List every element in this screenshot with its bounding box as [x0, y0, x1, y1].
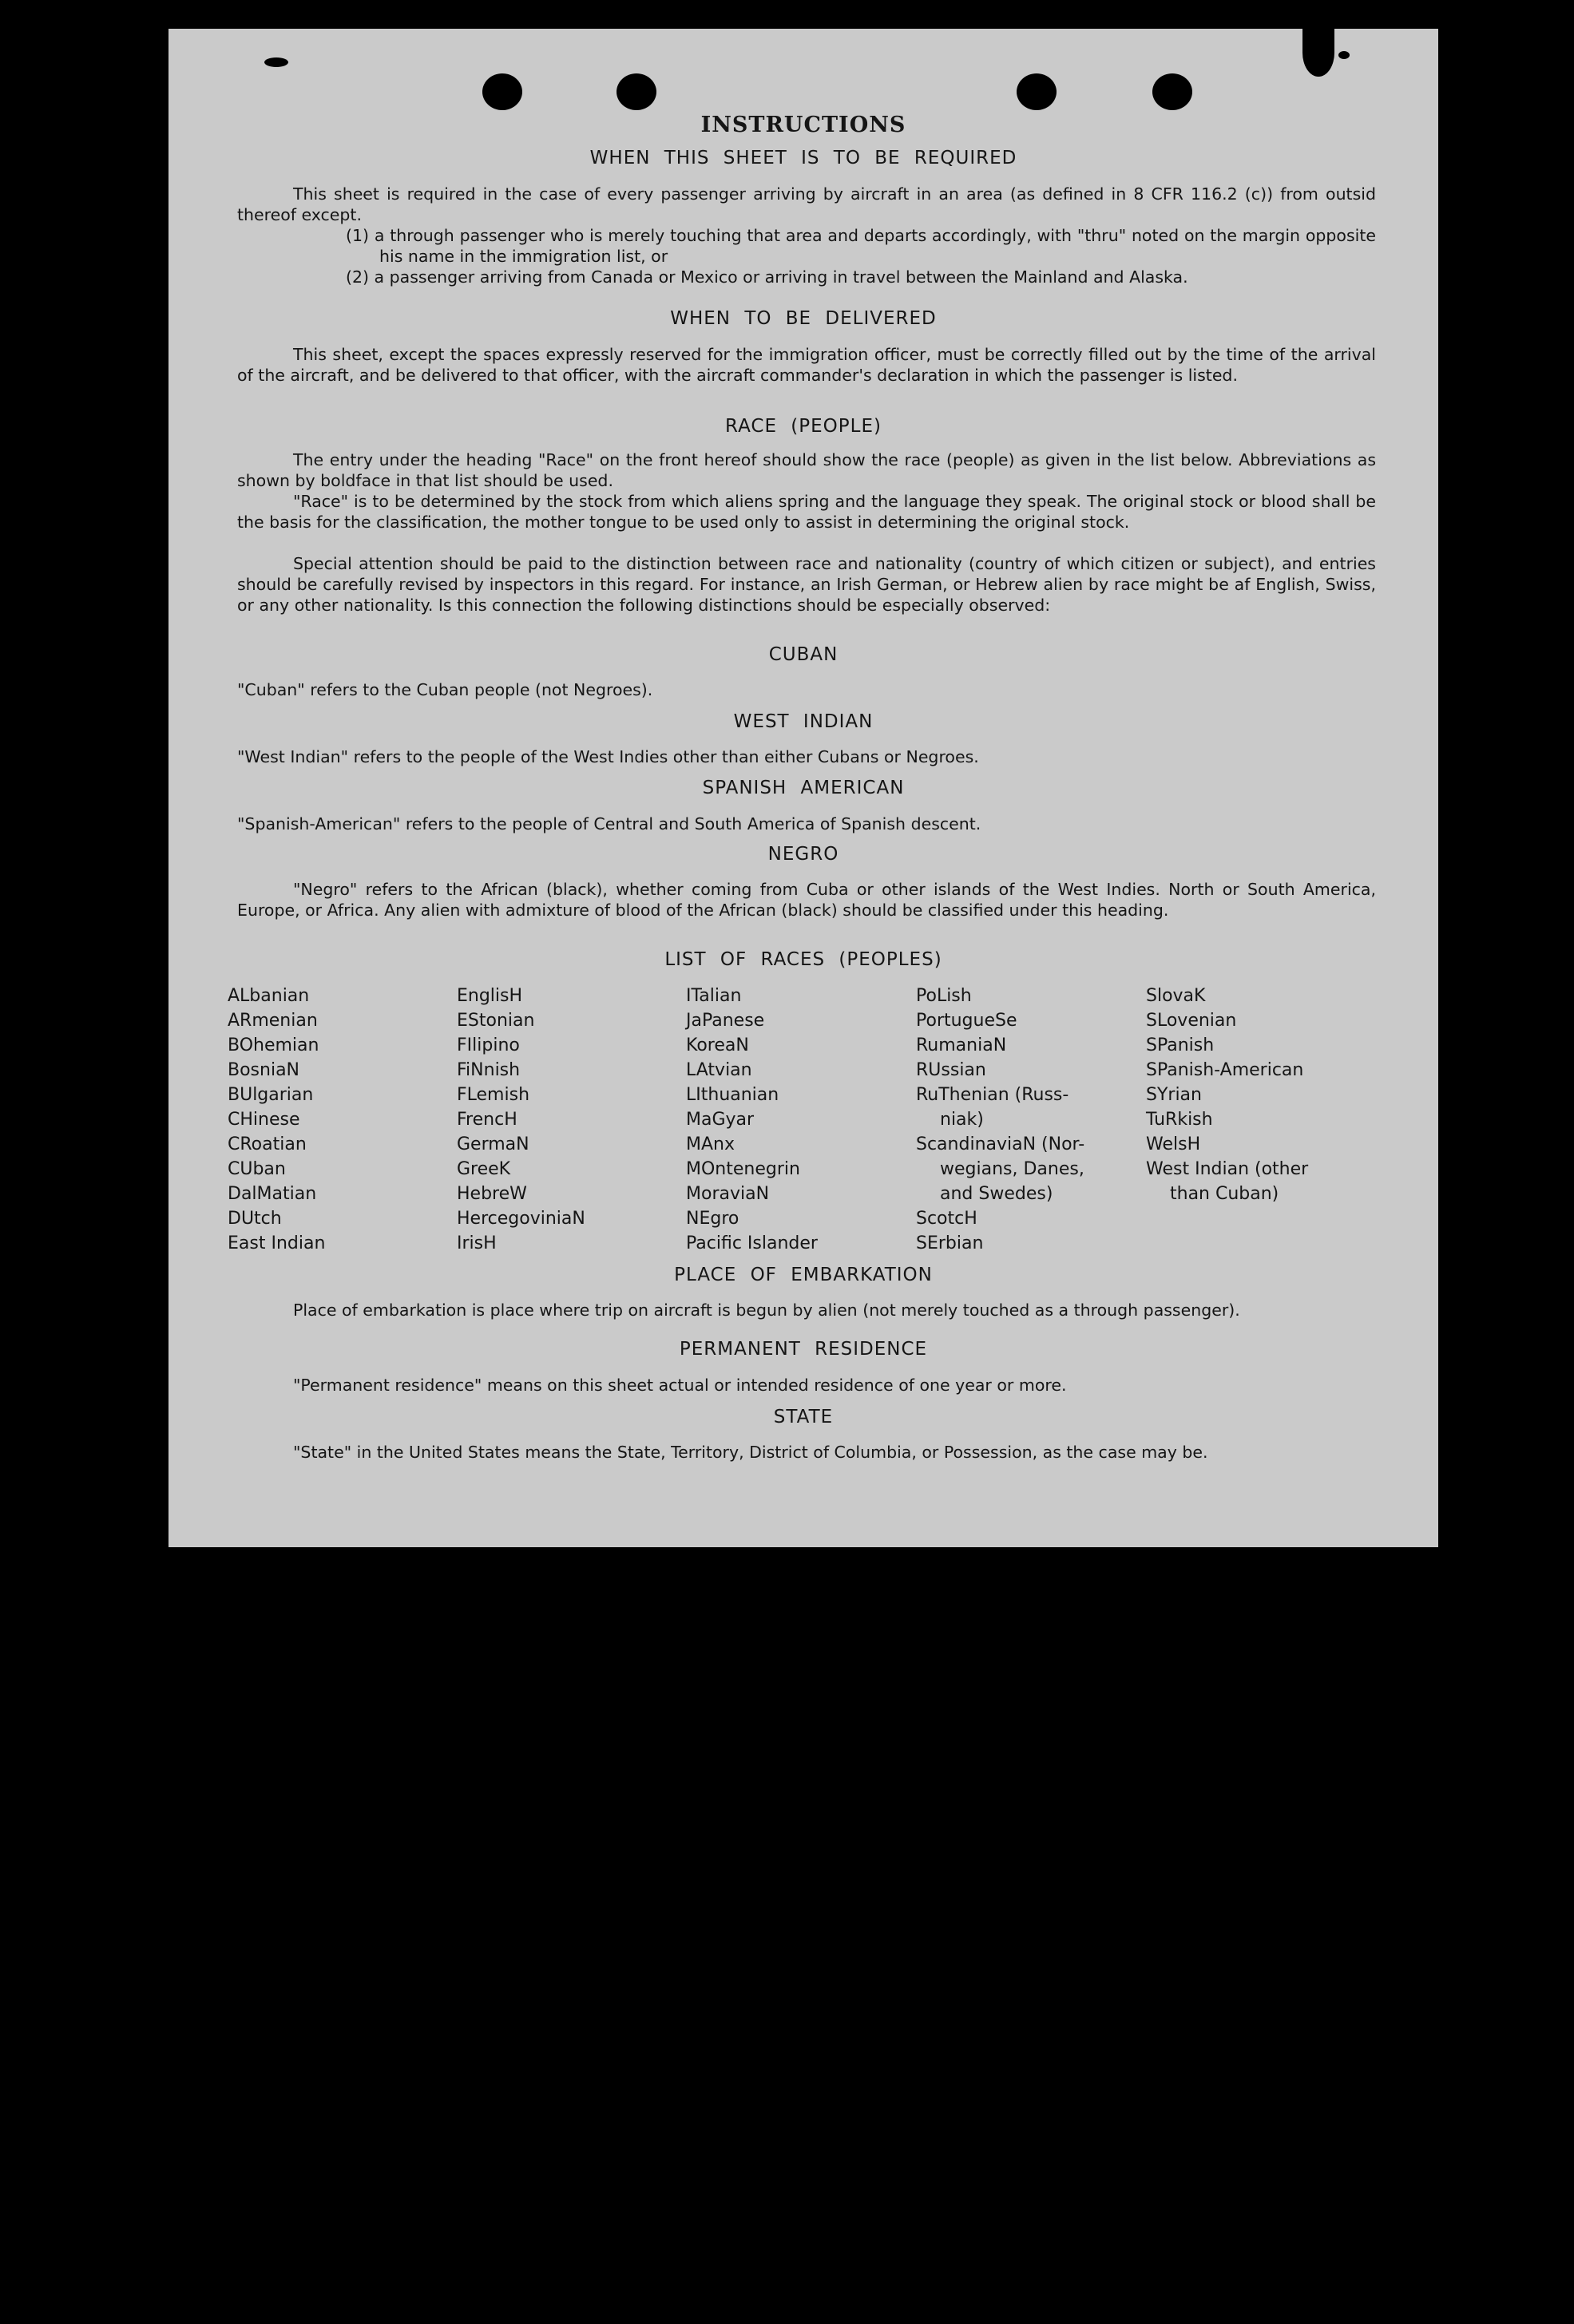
- race-item: CUban: [228, 1159, 286, 1179]
- heading-cuban: CUBAN: [768, 644, 839, 665]
- heading-west-indian: WEST INDIAN: [733, 711, 874, 732]
- heading-state: STATE: [773, 1407, 834, 1427]
- heading-spanish-american: SPANISH AMERICAN: [702, 778, 905, 798]
- race-item: NEgro: [686, 1209, 739, 1229]
- negro-text: "Negro" refers to the African (black), whether coming from Cuba or other islands of the West Indies. North or South America, Europe, or Africa. Any alien with admixture of blood of the African (black) should be classified under this heading.: [237, 880, 1376, 920]
- punch-hole: [617, 73, 656, 110]
- state-text: "State" in the United States means the State, Territory, District of Columbia, or Possession, as the case may be.: [293, 1443, 1208, 1462]
- heading-list-of-races: LIST OF RACES (PEOPLES): [664, 949, 942, 970]
- race-item: MAnx: [686, 1134, 735, 1154]
- heading-when-required: WHEN THIS SHEET IS TO BE REQUIRED: [589, 148, 1017, 168]
- race-item: LIthuanian: [686, 1085, 779, 1105]
- race-item: JaPanese: [686, 1011, 765, 1031]
- punch-hole: [1152, 73, 1192, 110]
- race-item: FLemish: [457, 1085, 530, 1105]
- race-item: IrisH: [457, 1233, 497, 1253]
- spanish-american-text: "Spanish-American" refers to the people of Central and South America of Spanish descent.: [237, 814, 981, 833]
- race-column-2: [457, 984, 688, 1256]
- race-item: ITalian: [686, 986, 742, 1006]
- race-item: CRoatian: [228, 1134, 307, 1154]
- race-item: ALbanian: [228, 986, 310, 1006]
- race-item: East Indian: [228, 1233, 326, 1253]
- race-column-1: [228, 984, 459, 1256]
- race-item: RUssian: [916, 1060, 986, 1080]
- race-column-5: [1146, 984, 1378, 1206]
- race-item: GreeK: [457, 1159, 511, 1179]
- race-item: PortugueSe: [916, 1011, 1017, 1031]
- race-item: GermaN: [457, 1134, 529, 1154]
- race-item: DUtch: [228, 1209, 282, 1229]
- race-item: MaGyar: [686, 1110, 755, 1130]
- race-item: RuThenian (Russ-: [916, 1085, 1069, 1105]
- race-item: ARmenian: [228, 1011, 318, 1031]
- race-paragraph-2: "Race" is to be determined by the stock from which aliens spring and the language they speak. The original stock or blood shall be the basis for the classification, the mother tongue to be used only to assist in determining the original stock.: [237, 492, 1376, 532]
- punch-hole: [482, 73, 522, 110]
- race-item: FiNnish: [457, 1060, 521, 1080]
- race-item: SPanish-American: [1146, 1060, 1304, 1080]
- exception-list: [346, 225, 1376, 287]
- heading-when-delivered: WHEN TO BE DELIVERED: [670, 308, 937, 329]
- race-item: ScandinaviaN (Nor-: [916, 1134, 1085, 1154]
- west-indian-text: "West Indian" refers to the people of the West Indies other than either Cubans or Negroes.: [237, 747, 979, 766]
- document-title: INSTRUCTIONS: [700, 113, 906, 137]
- race-paragraph-1: The entry under the heading "Race" on the front hereof should show the race (people) as given in the list below. Abbreviations as shown by boldface in that list should be used.: [237, 450, 1376, 490]
- permanent-residence-text: "Permanent residence" means on this sheet actual or intended residence of one year or more.: [293, 1376, 1067, 1395]
- race-item: TuRkish: [1146, 1110, 1213, 1130]
- race-item: SErbian: [916, 1233, 984, 1253]
- race-item: PoLish: [916, 986, 972, 1006]
- heading-race: RACE (PEOPLE): [725, 416, 882, 437]
- race-item: FIlipino: [457, 1035, 520, 1055]
- heading-permanent-residence: PERMANENT RESIDENCE: [679, 1339, 928, 1360]
- torn-edge: [264, 57, 288, 67]
- race-item: HercegoviniaN: [457, 1209, 585, 1229]
- race-item: BOhemian: [228, 1035, 319, 1055]
- torn-edge: [1338, 51, 1350, 59]
- heading-negro: NEGRO: [767, 844, 839, 865]
- exception-item-1: (1) a through passenger who is merely touching that area and departs accordingly, with "thru" noted on the margin opposite his name in the immigration list, or: [346, 226, 1376, 266]
- race-paragraph-3: Special attention should be paid to the distinction between race and nationality (country of which citizen or subject), and entries should be carefully revised by inspectors in this regard. For instance, an Irish German, or Hebrew alien by race might be af English, Swiss, or any other nationality. Is this connection the following distinctions should be especially observed:: [237, 554, 1376, 615]
- race-item: ScotcH: [916, 1209, 977, 1229]
- race-item: LAtvian: [686, 1060, 752, 1080]
- race-item: SlovaK: [1146, 986, 1206, 1006]
- race-item: niak): [940, 1110, 984, 1130]
- race-item: FrencH: [457, 1110, 517, 1130]
- heading-embarkation: PLACE OF EMBARKATION: [674, 1265, 933, 1285]
- race-column-4: [916, 984, 1148, 1256]
- race-item: BosniaN: [228, 1060, 300, 1080]
- race-item: CHinese: [228, 1110, 300, 1130]
- when-required-intro: This sheet is required in the case of every passenger arriving by aircraft in an area (as defined in 8 CFR 116.2 (c)) from outsid thereof except.: [237, 184, 1376, 224]
- exception-item-2: (2) a passenger arriving from Canada or Mexico or arriving in travel between the Mainland and Alaska.: [346, 267, 1188, 287]
- torn-edge: [1302, 29, 1334, 77]
- race-item: wegians, Danes,: [940, 1159, 1084, 1179]
- race-item: WelsH: [1146, 1134, 1201, 1154]
- race-item: HebreW: [457, 1184, 527, 1204]
- cuban-text: "Cuban" refers to the Cuban people (not Negroes).: [237, 680, 653, 699]
- embarkation-text: Place of embarkation is place where trip on aircraft is begun by alien (not merely touched as a through passenger).: [293, 1301, 1240, 1320]
- race-item: West Indian (other: [1146, 1159, 1309, 1179]
- race-item: SPanish: [1146, 1035, 1215, 1055]
- race-item: RumaniaN: [916, 1035, 1007, 1055]
- race-item: MOntenegrin: [686, 1159, 800, 1179]
- race-item: than Cuban): [1170, 1184, 1279, 1204]
- race-column-3: [686, 984, 918, 1256]
- punch-hole: [1017, 73, 1057, 110]
- race-item: KoreaN: [686, 1035, 749, 1055]
- race-item: and Swedes): [940, 1184, 1053, 1204]
- document-page: [169, 29, 1438, 1547]
- race-item: EnglisH: [457, 986, 523, 1006]
- race-item: SYrian: [1146, 1085, 1202, 1105]
- race-item: BUlgarian: [228, 1085, 314, 1105]
- race-item: Pacific Islander: [686, 1233, 818, 1253]
- race-item: SLovenian: [1146, 1011, 1237, 1031]
- race-item: MoraviaN: [686, 1184, 770, 1204]
- race-item: EStonian: [457, 1011, 535, 1031]
- race-item: DalMatian: [228, 1184, 317, 1204]
- when-delivered-text: This sheet, except the spaces expressly reserved for the immigration officer, must be correctly filled out by the time of the arrival of the aircraft, and be delivered to that officer, with the aircraft commander's declaration in which the passenger is listed.: [237, 345, 1376, 385]
